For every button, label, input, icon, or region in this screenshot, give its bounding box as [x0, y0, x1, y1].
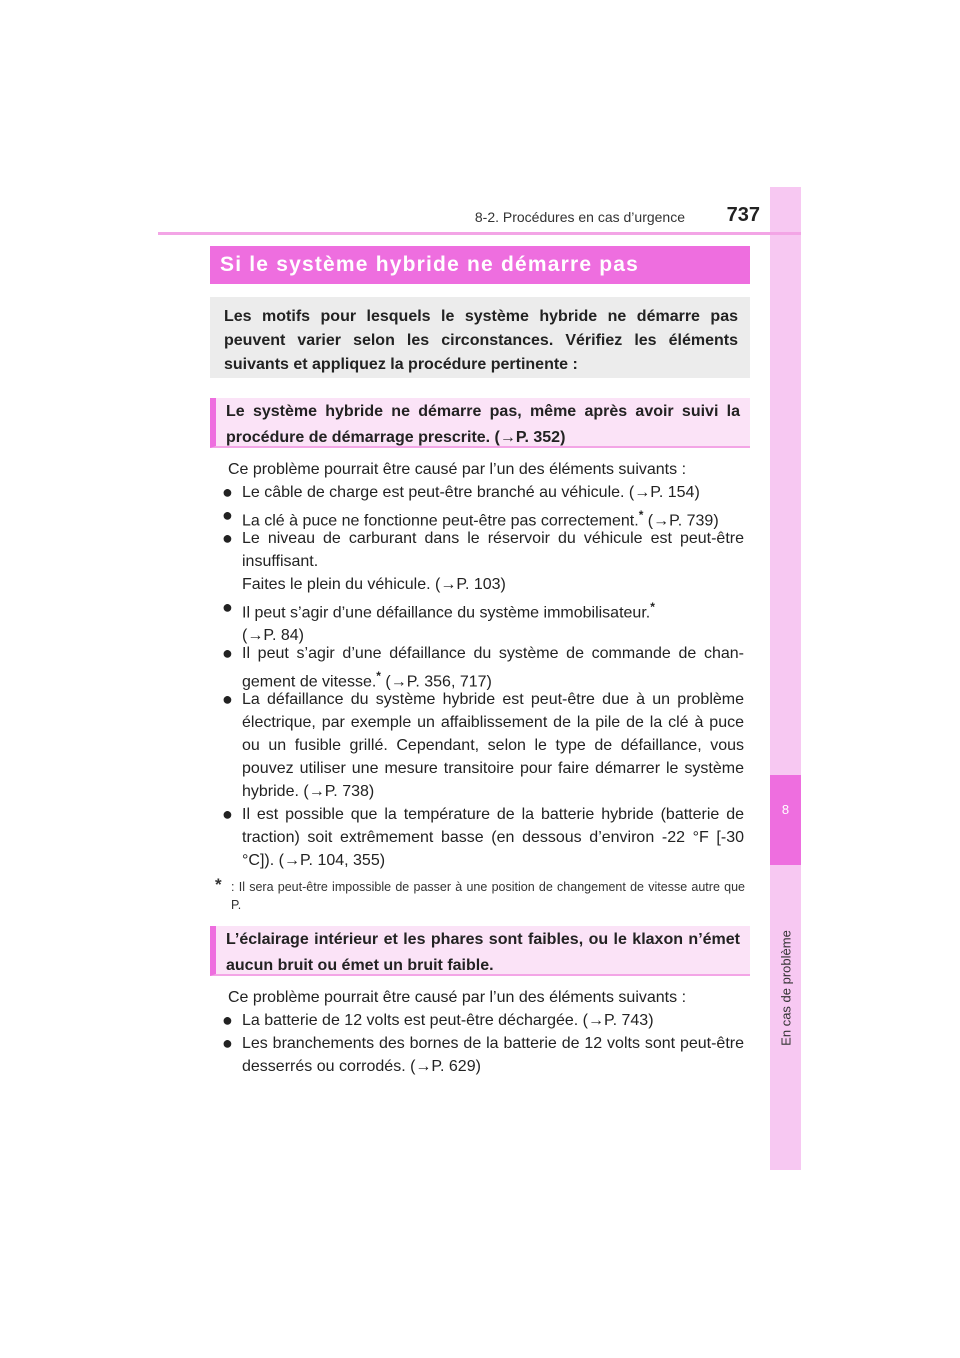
footnote-star: * — [650, 600, 655, 614]
footnote-star: * — [376, 669, 381, 683]
footnote: * : Il sera peut-être impossible de passer à une position de changement de vitesse autre que P. — [215, 875, 745, 912]
section-header: 8-2. Procédures en cas d’urgence — [474, 209, 685, 225]
bullet-icon: ● — [222, 528, 233, 548]
bullet-icon: ● — [222, 597, 233, 617]
bullet-icon: ● — [222, 482, 233, 502]
list-item: ● La batterie de 12 volts est peut-être déchargée. (→P. 743) — [222, 1010, 654, 1030]
footnote-star-marker: * — [215, 875, 222, 894]
bullet-icon: ● — [222, 804, 233, 824]
bullet-icon: ● — [222, 1010, 233, 1030]
list-item: ● Il peut s’agir d’une défaillance du système de commande de chan-gement de vitesse.* (→P. 356, 717) — [222, 643, 744, 691]
chapter-number: 8 — [770, 775, 801, 865]
bullet-icon: ● — [222, 505, 233, 525]
intro-box: Les motifs pour lesquels le système hybride ne démarre pas peuvent varier selon les circonstances. Vérifiez les éléments suivants et appliquez la procédure pertinente : — [210, 297, 750, 378]
footnote-star: * — [638, 508, 644, 522]
list-item: ● La défaillance du système hybride est peut-être due à un problème électrique, par exemple un affaiblissement de la pile de la clé à puce ou un fusible grillé. Cependant, selon le type de défaillance, vous pouvez utiliser une mesure transitoire pour faire démarrer le système hybride. (→P. 738) — [222, 689, 744, 800]
section-heading-2: L’éclairage intérieur et les phares sont faibles, ou le klaxon n’émet aucun bruit ou émet un bruit faible. — [210, 926, 750, 976]
list-item: ● Le câble de charge est peut-être branché au véhicule. (→P. 154) — [222, 482, 700, 502]
section1-lead: Ce problème pourrait être causé par l’un des éléments suivants : — [228, 461, 687, 478]
list-item: ● Il peut s’agir d’une défaillance du système immobilisateur.* (→P. 84) — [222, 597, 655, 645]
list-item: ● Le niveau de carburant dans le réservoir du véhicule est peut-être insuffisant. Faites le plein du véhicule. (→P. 103) — [222, 528, 744, 593]
header-divider — [158, 232, 801, 235]
list-item: ● Il est possible que la température de la batterie hybride (batterie de traction) soit extrêmement basse (en dessous d’environ -22 °F [-30 °C]). (→P. 104, 355) — [222, 804, 744, 869]
section2-lead: Ce problème pourrait être causé par l’un des éléments suivants : — [228, 989, 687, 1006]
bullet-icon: ● — [222, 1033, 233, 1053]
section-heading-1: Le système hybride ne démarre pas, même après avoir suivi la procédure de démarrage prescrite. (→P. 352) — [210, 398, 750, 448]
list-item: ● La clé à puce ne fonctionne peut-être pas correctement.* (→P. 739) — [222, 505, 719, 530]
chapter-title: En cas de problème — [778, 930, 793, 1046]
page-number: 737 — [726, 204, 760, 226]
page-title: Si le système hybride ne démarre pas — [210, 246, 750, 284]
bullet-icon: ● — [222, 643, 233, 663]
bullet-icon: ● — [222, 689, 233, 709]
list-item: ● Les branchements des bornes de la batterie de 12 volts sont peut-être desserrés ou corrodés. (→P. 629) — [222, 1033, 744, 1075]
